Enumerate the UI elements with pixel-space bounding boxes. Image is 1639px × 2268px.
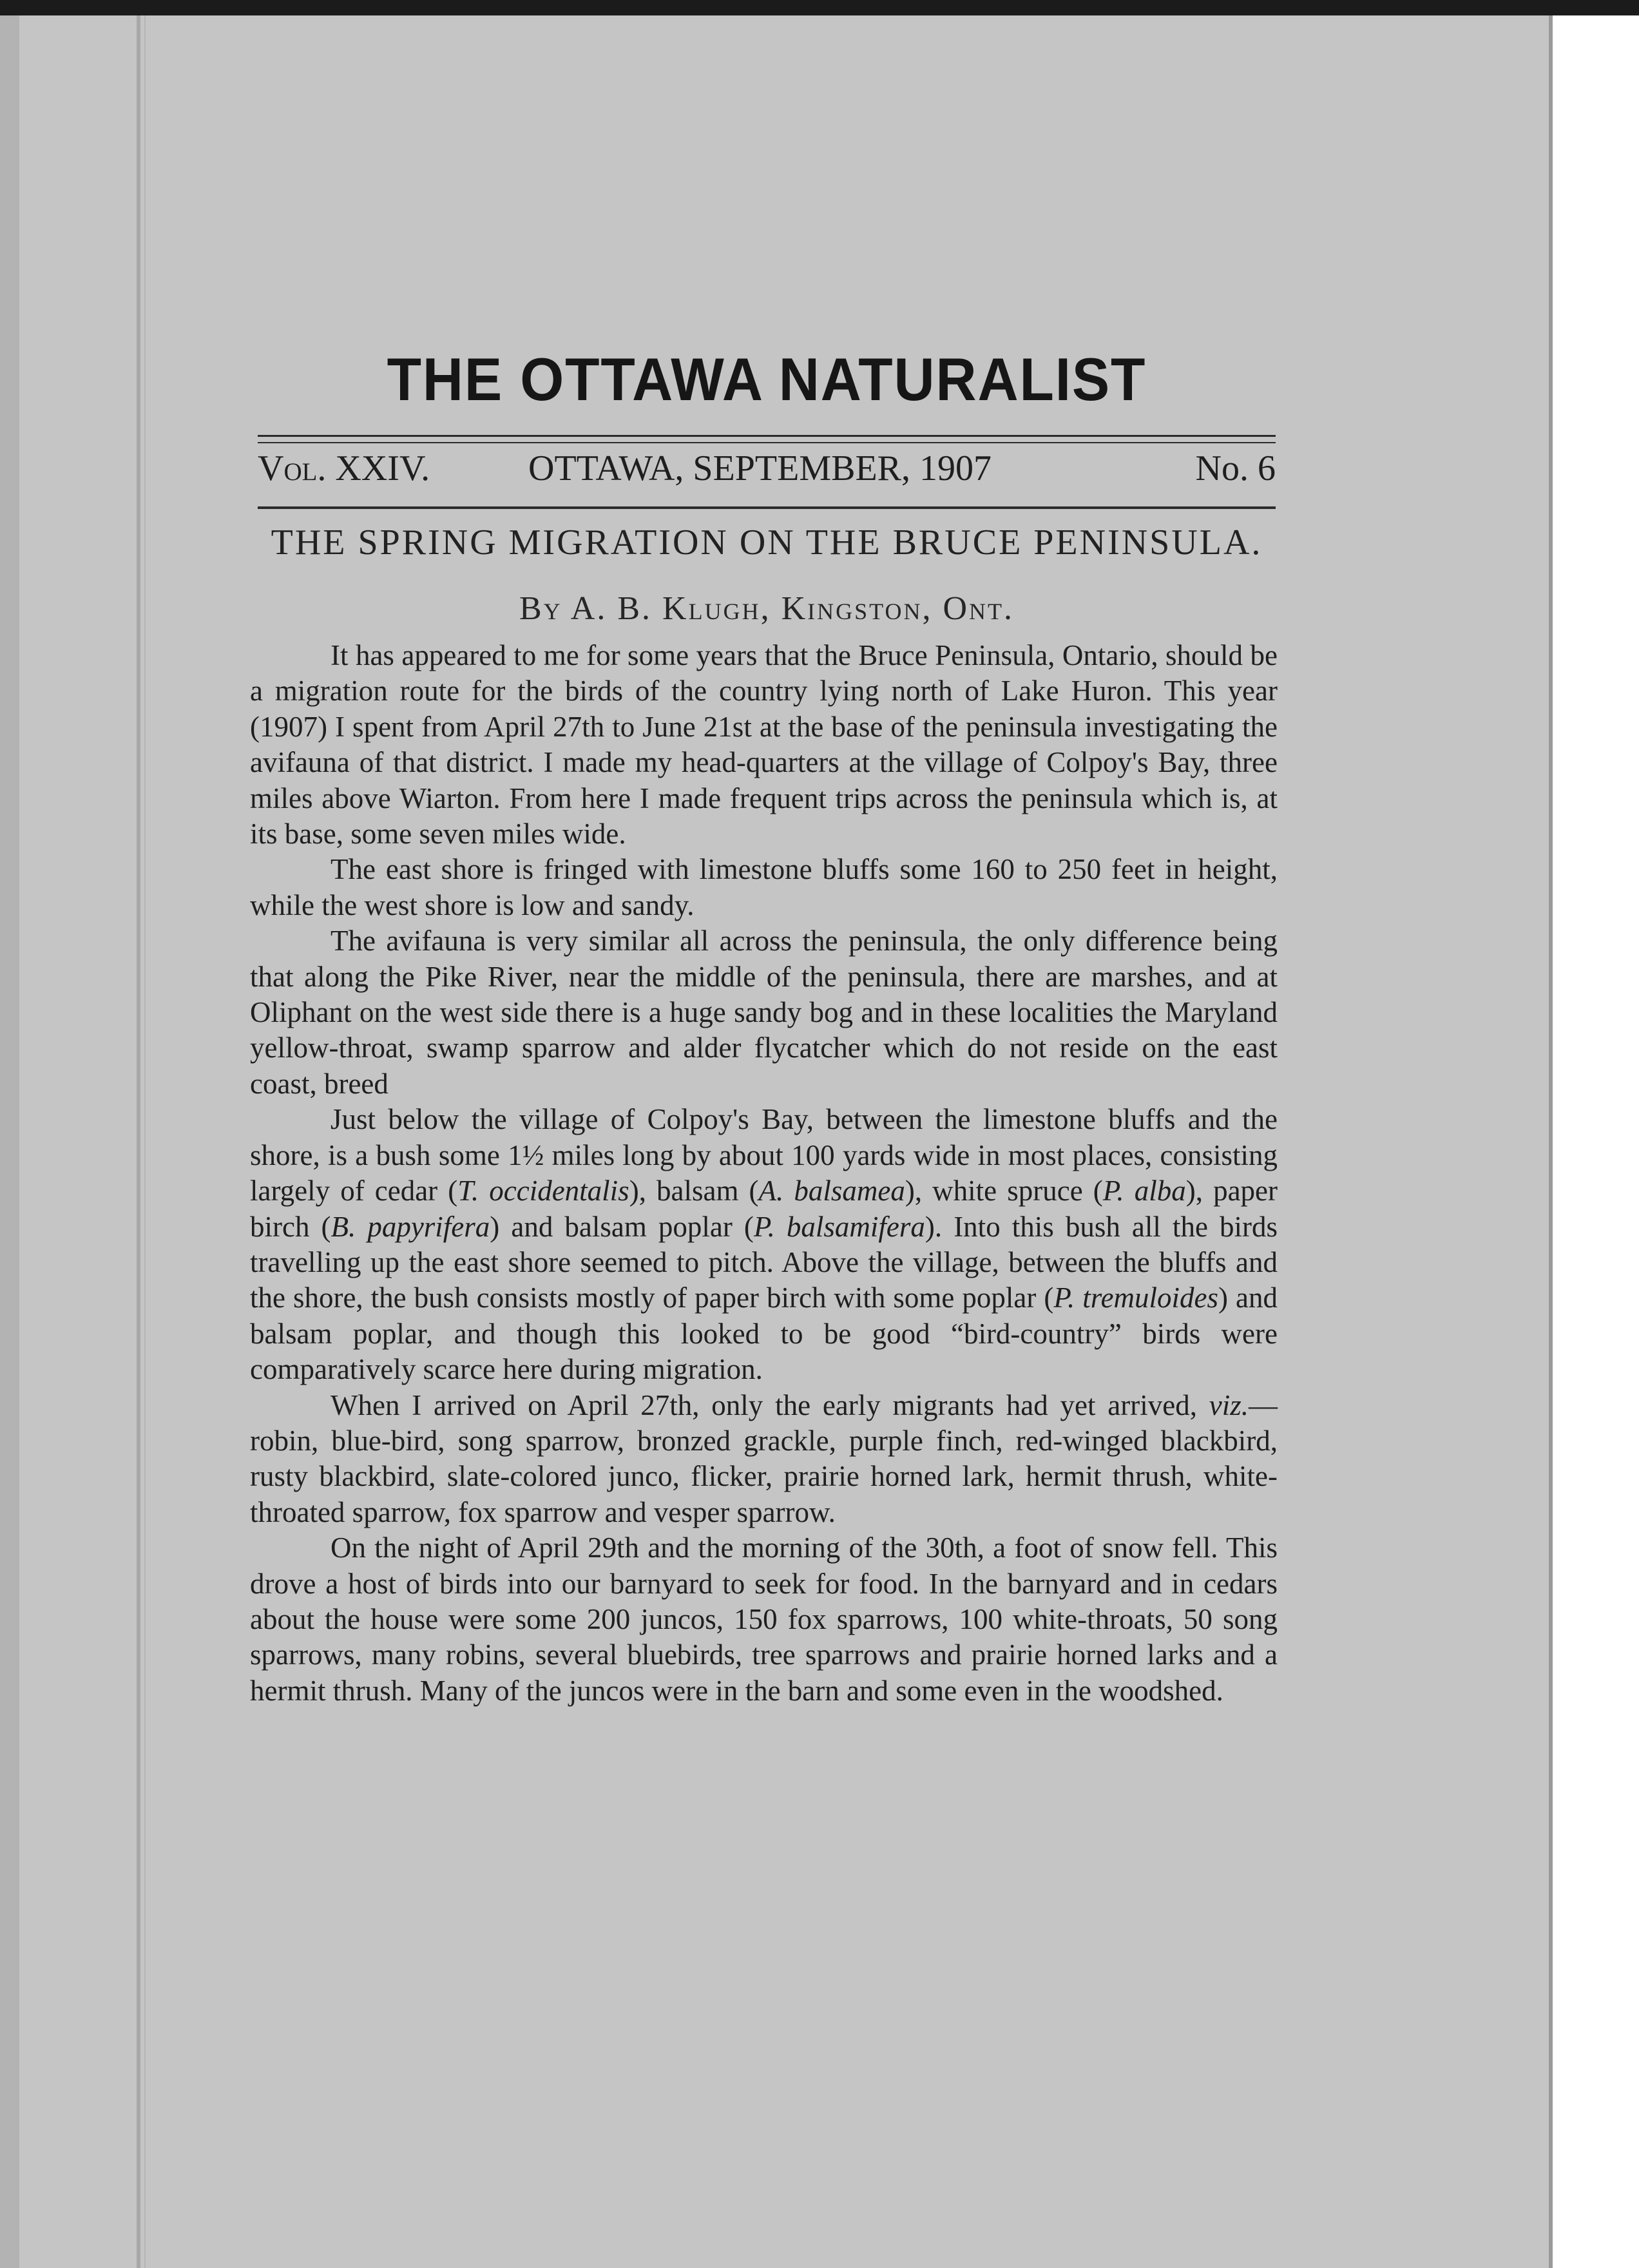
journal-title: THE OTTAWA NATURALIST <box>387 345 1147 413</box>
masthead-bottom-rule <box>258 506 1276 509</box>
species-name: P. balsamifera <box>753 1210 925 1243</box>
text-run: ) and balsam poplar, and though this looked to be good “bird-country” birds were comparatively scarce here during migration. <box>250 1282 1278 1386</box>
paragraph: The east shore is fringed with limestone bluffs some 160 to 250 feet in height, while the west shore is low and sandy. <box>250 853 1278 921</box>
text-run: —robin, blue-bird, song sparrow, bronzed grackle, purple finch, red-winged blackbird, rusty blackbird, slate-colored junco, flicker, prairie horned lark, hermit thrush, white-throated sparrow, fox sparrow and vesper sparrow. <box>250 1389 1278 1528</box>
species-name: T. occidentalis <box>457 1175 629 1207</box>
article-title: THE SPRING MIGRATION ON THE BRUCE PENINSULA. <box>271 523 1263 562</box>
species-name: P. alba <box>1102 1175 1186 1207</box>
text-run: ). Into this bush all the birds travelling up the east shore seemed to pitch. Above the village, between the bluffs and the shore, the bush consists mostly of paper birch with some poplar ( <box>250 1210 1278 1314</box>
species-name: B. papyrifera <box>331 1210 490 1243</box>
paragraph: The avifauna is very similar all across the peninsula, the only difference being that along the Pike River, near the middle of the peninsula, there are marshes, and at Oliphant on the west side there is a huge sandy bog and in these localities the Maryland yellow-throat, swamp sparrow and alder flycatcher which do not reside on the east coast, breed <box>250 925 1278 1100</box>
masthead-top-rule <box>258 435 1276 437</box>
text-run: ), paper birch ( <box>250 1175 1278 1243</box>
issue-dateline: OTTAWA, SEPTEMBER, 1907 <box>528 448 992 488</box>
latin-abbreviation: viz. <box>1209 1389 1249 1421</box>
paragraph: It has appeared to me for some years that the Bruce Peninsula, Ontario, should be a migration route for the birds of the country lying north of Lake Huron. This year (1907) I spent from April 27th to June 21st at the base of the peninsula investigating the avifauna of that district. I made my head-quarters at the village of Colpoy's Bay, three miles above Wiarton. From here I made frequent trips across the peninsula which is, at its base, some seven miles wide. <box>250 639 1278 850</box>
issue-number: No. 6 <box>1195 448 1276 488</box>
species-name: P. tremuloides <box>1053 1282 1219 1314</box>
text-run: ), balsam ( <box>629 1175 759 1207</box>
masthead <box>258 448 1276 499</box>
article-body <box>250 638 1278 1709</box>
scan-right-margin <box>1553 15 1639 2268</box>
article-byline: By A. B. Klugh, Kingston, Ont. <box>519 590 1015 627</box>
text-run: ) and balsam poplar ( <box>490 1210 754 1243</box>
masthead-top-rule <box>258 442 1276 443</box>
text-run: ), white spruce ( <box>905 1175 1103 1207</box>
binding-gutter-line <box>144 15 146 2268</box>
paragraph <box>250 1102 1278 1387</box>
text-run: When I arrived on April 27th, only the early migrants had yet arrived, <box>331 1389 1209 1421</box>
text-run: Just below the village of Colpoy's Bay, between the limestone bluffs and the shore, is a bush some 1½ miles long by about 100 yards wide in most places, consisting largely of cedar ( <box>250 1103 1278 1207</box>
scan-left-edge <box>0 15 19 2268</box>
species-name: A. balsamea <box>758 1175 905 1207</box>
binding-gutter-line <box>137 15 140 2268</box>
paragraph <box>250 1388 1278 1531</box>
paragraph: On the night of April 29th and the morning of the 30th, a foot of snow fell. This drove a host of birds into our barnyard to seek for food. In the barnyard and in cedars about the house were some 200 juncos, 150 fox sparrows, 100 white-throats, 50 song sparrows, many robins, several bluebirds, tree sparrows and prairie horned larks and a hermit thrush. Many of the juncos were in the barn and some even in the woodshed. <box>250 1532 1278 1707</box>
volume-number: Vol. XXIV. <box>258 448 430 488</box>
